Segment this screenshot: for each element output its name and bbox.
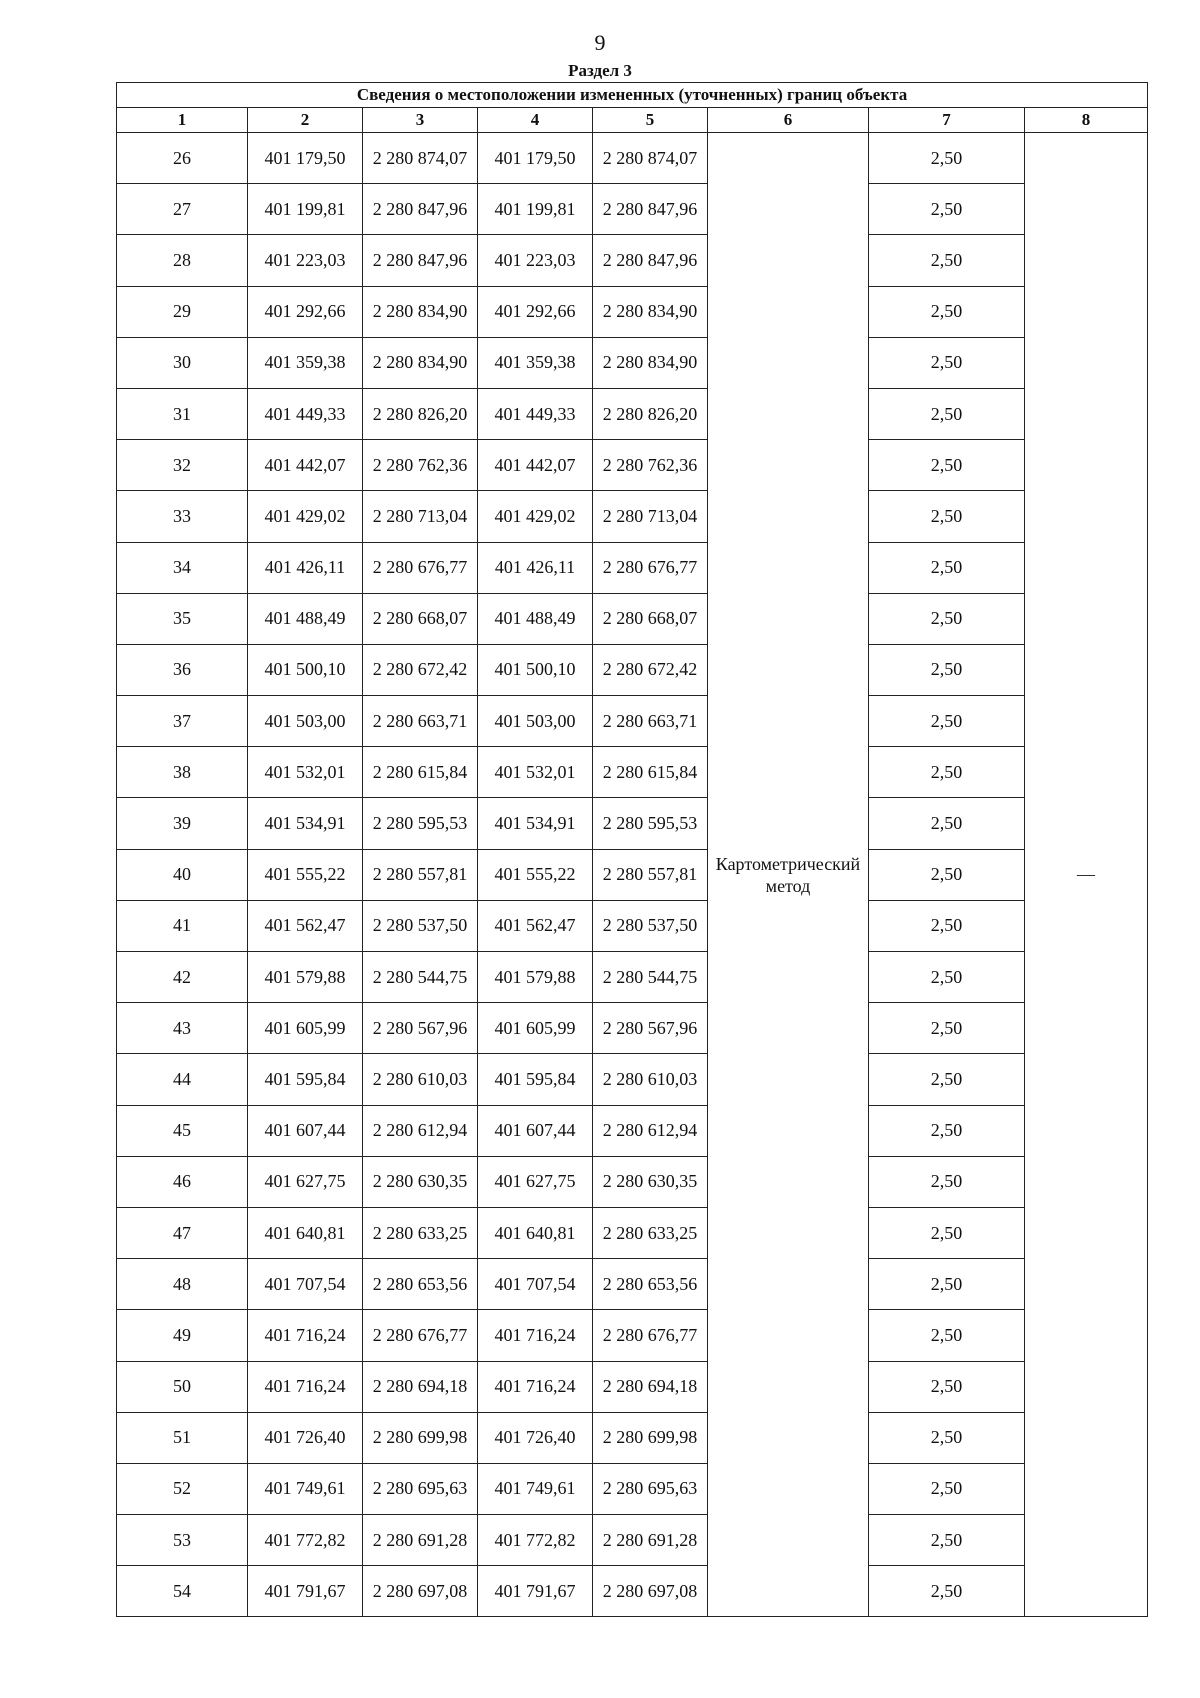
accuracy-value: 2,50 [869, 491, 1025, 542]
point-number: 28 [117, 235, 248, 286]
y-after: 2 280 694,18 [593, 1361, 708, 1412]
x-before: 401 726,40 [248, 1412, 363, 1463]
accuracy-value: 2,50 [869, 849, 1025, 900]
table-row [117, 1054, 1148, 1105]
x-before: 401 605,99 [248, 1003, 363, 1054]
x-before: 401 442,07 [248, 440, 363, 491]
y-after: 2 280 713,04 [593, 491, 708, 542]
accuracy-value: 2,50 [869, 644, 1025, 695]
coordinates-table [116, 82, 1148, 1617]
y-after: 2 280 630,35 [593, 1156, 708, 1207]
table-row [117, 593, 1148, 644]
y-before: 2 280 713,04 [363, 491, 478, 542]
accuracy-value: 2,50 [869, 235, 1025, 286]
point-number: 27 [117, 184, 248, 235]
y-after: 2 280 615,84 [593, 747, 708, 798]
y-after: 2 280 695,63 [593, 1463, 708, 1514]
x-before: 401 555,22 [248, 849, 363, 900]
x-after: 401 199,81 [478, 184, 593, 235]
y-before: 2 280 653,56 [363, 1259, 478, 1310]
x-before: 401 503,00 [248, 696, 363, 747]
x-before: 401 791,67 [248, 1566, 363, 1617]
x-after: 401 534,91 [478, 798, 593, 849]
table-row [117, 286, 1148, 337]
table-row [117, 337, 1148, 388]
accuracy-value: 2,50 [869, 542, 1025, 593]
table-row [117, 1156, 1148, 1207]
y-after: 2 280 874,07 [593, 133, 708, 184]
method-cell: Картометрический метод [708, 133, 869, 1617]
x-before: 401 716,24 [248, 1361, 363, 1412]
y-before: 2 280 630,35 [363, 1156, 478, 1207]
column-8-cell: — [1025, 133, 1148, 1617]
y-before: 2 280 834,90 [363, 337, 478, 388]
column-number: 4 [478, 108, 593, 133]
y-after: 2 280 699,98 [593, 1412, 708, 1463]
y-before: 2 280 694,18 [363, 1361, 478, 1412]
table-row [117, 542, 1148, 593]
accuracy-value: 2,50 [869, 900, 1025, 951]
accuracy-value: 2,50 [869, 286, 1025, 337]
accuracy-value: 2,50 [869, 747, 1025, 798]
y-after: 2 280 672,42 [593, 644, 708, 695]
accuracy-value: 2,50 [869, 1412, 1025, 1463]
point-number: 36 [117, 644, 248, 695]
y-after: 2 280 612,94 [593, 1105, 708, 1156]
y-after: 2 280 610,03 [593, 1054, 708, 1105]
point-number: 49 [117, 1310, 248, 1361]
x-after: 401 532,01 [478, 747, 593, 798]
table-row [117, 696, 1148, 747]
column-number: 5 [593, 108, 708, 133]
column-number: 2 [248, 108, 363, 133]
x-before: 401 640,81 [248, 1207, 363, 1258]
accuracy-value: 2,50 [869, 1105, 1025, 1156]
table-row [117, 1207, 1148, 1258]
table-row [117, 1003, 1148, 1054]
y-after: 2 280 676,77 [593, 1310, 708, 1361]
column-number: 3 [363, 108, 478, 133]
x-after: 401 562,47 [478, 900, 593, 951]
table-row [117, 184, 1148, 235]
point-number: 53 [117, 1515, 248, 1566]
accuracy-value: 2,50 [869, 593, 1025, 644]
y-before: 2 280 610,03 [363, 1054, 478, 1105]
x-after: 401 488,49 [478, 593, 593, 644]
x-before: 401 426,11 [248, 542, 363, 593]
table-row [117, 491, 1148, 542]
x-before: 401 772,82 [248, 1515, 363, 1566]
x-before: 401 359,38 [248, 337, 363, 388]
point-number: 51 [117, 1412, 248, 1463]
table-row [117, 798, 1148, 849]
x-before: 401 429,02 [248, 491, 363, 542]
point-number: 31 [117, 388, 248, 439]
table-row [117, 1515, 1148, 1566]
table-row [117, 1259, 1148, 1310]
accuracy-value: 2,50 [869, 1566, 1025, 1617]
x-after: 401 605,99 [478, 1003, 593, 1054]
point-number: 43 [117, 1003, 248, 1054]
y-after: 2 280 762,36 [593, 440, 708, 491]
table-row [117, 1463, 1148, 1514]
x-before: 401 716,24 [248, 1310, 363, 1361]
x-before: 401 534,91 [248, 798, 363, 849]
y-after: 2 280 826,20 [593, 388, 708, 439]
point-number: 37 [117, 696, 248, 747]
x-before: 401 449,33 [248, 388, 363, 439]
y-after: 2 280 847,96 [593, 235, 708, 286]
y-before: 2 280 691,28 [363, 1515, 478, 1566]
x-before: 401 500,10 [248, 644, 363, 695]
x-after: 401 503,00 [478, 696, 593, 747]
x-after: 401 579,88 [478, 952, 593, 1003]
point-number: 39 [117, 798, 248, 849]
x-before: 401 179,50 [248, 133, 363, 184]
column-number-row [117, 108, 1148, 133]
y-before: 2 280 595,53 [363, 798, 478, 849]
y-before: 2 280 567,96 [363, 1003, 478, 1054]
table-row [117, 235, 1148, 286]
column-number: 8 [1025, 108, 1148, 133]
y-before: 2 280 633,25 [363, 1207, 478, 1258]
y-after: 2 280 691,28 [593, 1515, 708, 1566]
y-before: 2 280 847,96 [363, 184, 478, 235]
x-after: 401 772,82 [478, 1515, 593, 1566]
x-after: 401 429,02 [478, 491, 593, 542]
x-after: 401 707,54 [478, 1259, 593, 1310]
x-after: 401 607,44 [478, 1105, 593, 1156]
point-number: 34 [117, 542, 248, 593]
x-after: 401 749,61 [478, 1463, 593, 1514]
x-before: 401 707,54 [248, 1259, 363, 1310]
section-title: Раздел 3 [568, 61, 632, 80]
column-number: 6 [708, 108, 869, 133]
point-number: 38 [117, 747, 248, 798]
column-number: 7 [869, 108, 1025, 133]
accuracy-value: 2,50 [869, 184, 1025, 235]
point-number: 35 [117, 593, 248, 644]
x-before: 401 488,49 [248, 593, 363, 644]
point-number: 26 [117, 133, 248, 184]
x-after: 401 640,81 [478, 1207, 593, 1258]
y-before: 2 280 762,36 [363, 440, 478, 491]
x-after: 401 449,33 [478, 388, 593, 439]
table-row [117, 388, 1148, 439]
point-number: 29 [117, 286, 248, 337]
table-row [117, 440, 1148, 491]
point-number: 52 [117, 1463, 248, 1514]
point-number: 54 [117, 1566, 248, 1617]
y-before: 2 280 699,98 [363, 1412, 478, 1463]
x-after: 401 179,50 [478, 133, 593, 184]
table-row [117, 1412, 1148, 1463]
table-row [117, 747, 1148, 798]
x-before: 401 627,75 [248, 1156, 363, 1207]
x-before: 401 292,66 [248, 286, 363, 337]
y-after: 2 280 676,77 [593, 542, 708, 593]
y-before: 2 280 695,63 [363, 1463, 478, 1514]
accuracy-value: 2,50 [869, 1207, 1025, 1258]
x-after: 401 716,24 [478, 1361, 593, 1412]
accuracy-value: 2,50 [869, 1310, 1025, 1361]
table-row [117, 1361, 1148, 1412]
table-row [117, 1105, 1148, 1156]
accuracy-value: 2,50 [869, 337, 1025, 388]
x-before: 401 607,44 [248, 1105, 363, 1156]
accuracy-value: 2,50 [869, 1259, 1025, 1310]
y-before: 2 280 672,42 [363, 644, 478, 695]
point-number: 45 [117, 1105, 248, 1156]
y-after: 2 280 653,56 [593, 1259, 708, 1310]
y-before: 2 280 676,77 [363, 542, 478, 593]
y-after: 2 280 537,50 [593, 900, 708, 951]
x-before: 401 562,47 [248, 900, 363, 951]
accuracy-value: 2,50 [869, 1156, 1025, 1207]
x-before: 401 595,84 [248, 1054, 363, 1105]
y-after: 2 280 595,53 [593, 798, 708, 849]
point-number: 33 [117, 491, 248, 542]
x-before: 401 579,88 [248, 952, 363, 1003]
y-before: 2 280 537,50 [363, 900, 478, 951]
x-after: 401 595,84 [478, 1054, 593, 1105]
accuracy-value: 2,50 [869, 798, 1025, 849]
x-after: 401 442,07 [478, 440, 593, 491]
table-row [117, 849, 1148, 900]
table-row [117, 1310, 1148, 1361]
x-after: 401 627,75 [478, 1156, 593, 1207]
accuracy-value: 2,50 [869, 696, 1025, 747]
point-number: 41 [117, 900, 248, 951]
y-before: 2 280 668,07 [363, 593, 478, 644]
x-after: 401 359,38 [478, 337, 593, 388]
point-number: 48 [117, 1259, 248, 1310]
accuracy-value: 2,50 [869, 1054, 1025, 1105]
x-before: 401 199,81 [248, 184, 363, 235]
x-after: 401 555,22 [478, 849, 593, 900]
y-after: 2 280 544,75 [593, 952, 708, 1003]
x-before: 401 532,01 [248, 747, 363, 798]
y-after: 2 280 668,07 [593, 593, 708, 644]
x-before: 401 749,61 [248, 1463, 363, 1514]
y-before: 2 280 612,94 [363, 1105, 478, 1156]
y-before: 2 280 874,07 [363, 133, 478, 184]
point-number: 44 [117, 1054, 248, 1105]
y-before: 2 280 697,08 [363, 1566, 478, 1617]
y-after: 2 280 663,71 [593, 696, 708, 747]
table-row [117, 644, 1148, 695]
page-number: 9 [594, 30, 606, 55]
table-row [117, 1566, 1148, 1617]
table-row [117, 900, 1148, 951]
y-before: 2 280 847,96 [363, 235, 478, 286]
y-before: 2 280 615,84 [363, 747, 478, 798]
point-number: 46 [117, 1156, 248, 1207]
x-after: 401 292,66 [478, 286, 593, 337]
point-number: 50 [117, 1361, 248, 1412]
x-after: 401 223,03 [478, 235, 593, 286]
x-before: 401 223,03 [248, 235, 363, 286]
y-before: 2 280 676,77 [363, 1310, 478, 1361]
y-after: 2 280 834,90 [593, 337, 708, 388]
table-row [117, 133, 1148, 184]
x-after: 401 791,67 [478, 1566, 593, 1617]
accuracy-value: 2,50 [869, 952, 1025, 1003]
y-before: 2 280 544,75 [363, 952, 478, 1003]
x-after: 401 716,24 [478, 1310, 593, 1361]
column-number: 1 [117, 108, 248, 133]
x-after: 401 726,40 [478, 1412, 593, 1463]
table-caption: Сведения о местоположении измененных (уточненных) границ объекта [117, 83, 1148, 108]
accuracy-value: 2,50 [869, 1515, 1025, 1566]
x-after: 401 426,11 [478, 542, 593, 593]
y-after: 2 280 557,81 [593, 849, 708, 900]
y-after: 2 280 697,08 [593, 1566, 708, 1617]
point-number: 32 [117, 440, 248, 491]
accuracy-value: 2,50 [869, 133, 1025, 184]
point-number: 30 [117, 337, 248, 388]
y-before: 2 280 663,71 [363, 696, 478, 747]
y-after: 2 280 633,25 [593, 1207, 708, 1258]
y-after: 2 280 567,96 [593, 1003, 708, 1054]
accuracy-value: 2,50 [869, 1463, 1025, 1514]
point-number: 40 [117, 849, 248, 900]
point-number: 47 [117, 1207, 248, 1258]
accuracy-value: 2,50 [869, 1003, 1025, 1054]
y-after: 2 280 847,96 [593, 184, 708, 235]
point-number: 42 [117, 952, 248, 1003]
y-before: 2 280 557,81 [363, 849, 478, 900]
x-after: 401 500,10 [478, 644, 593, 695]
y-before: 2 280 834,90 [363, 286, 478, 337]
y-before: 2 280 826,20 [363, 388, 478, 439]
accuracy-value: 2,50 [869, 440, 1025, 491]
accuracy-value: 2,50 [869, 388, 1025, 439]
y-after: 2 280 834,90 [593, 286, 708, 337]
accuracy-value: 2,50 [869, 1361, 1025, 1412]
table-row [117, 952, 1148, 1003]
